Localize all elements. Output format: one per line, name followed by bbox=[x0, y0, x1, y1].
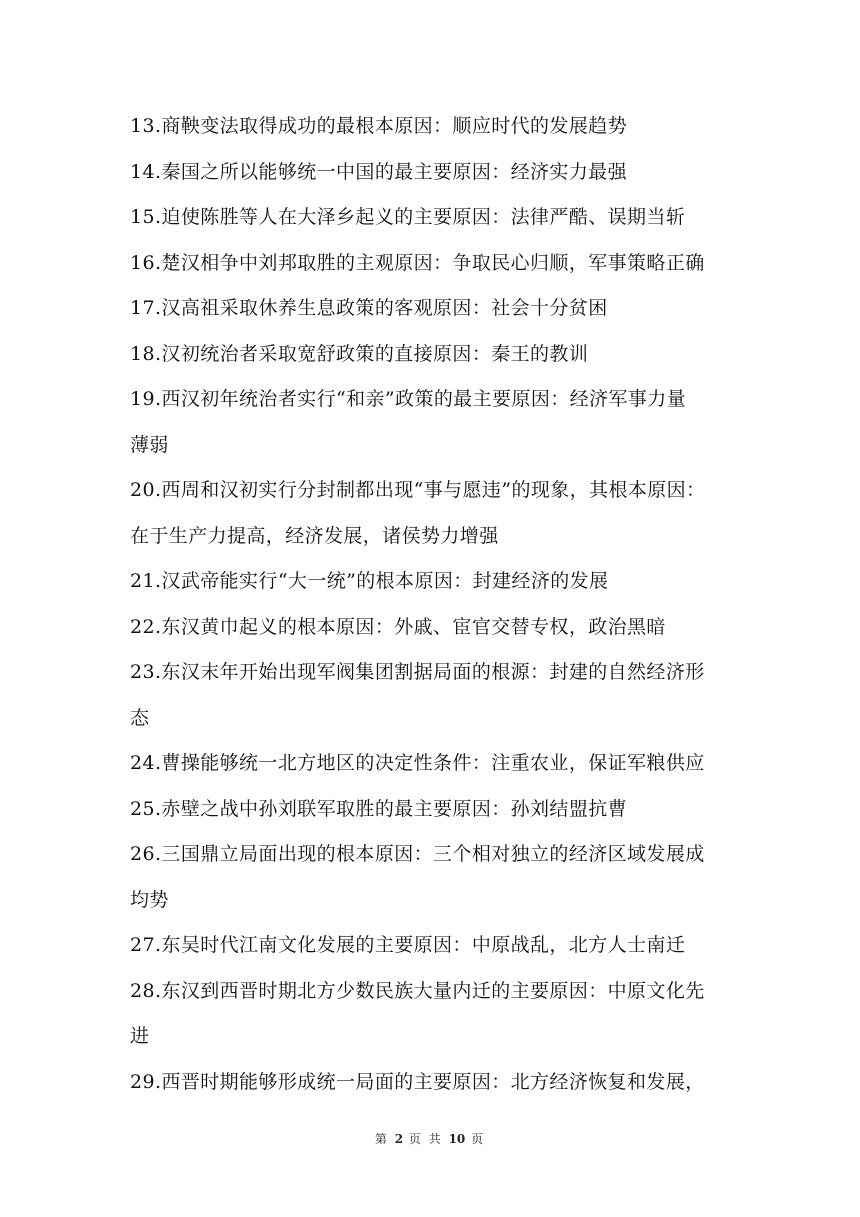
text-line: 17.汉高祖采取休养生息政策的客观原因：社会十分贫困 bbox=[130, 297, 608, 319]
text-line: 均势 bbox=[130, 888, 169, 911]
page-number: 2 bbox=[394, 1132, 404, 1146]
text-line: 19.西汉初年统治者实行“和亲”政策的最主要原因：经济军事力量 bbox=[130, 388, 687, 410]
page-total: 10 bbox=[448, 1132, 466, 1146]
text-line: 在于生产力提高，经济发展，诸侯势力增强 bbox=[130, 524, 499, 547]
text-line: 态 bbox=[130, 706, 150, 729]
text-line: 25.赤壁之战中孙刘联军取胜的最主要原因：孙刘结盟抗曹 bbox=[130, 797, 628, 820]
text-line: 29.西晋时期能够形成统一局面的主要原因：北方经济恢复和发展， bbox=[130, 1070, 705, 1093]
text-line: 23.东汉末年开始出现军阀集团割据局面的根源：封建的自然经济形 bbox=[130, 661, 705, 683]
page-footer bbox=[0, 1130, 860, 1147]
text-line: 薄弱 bbox=[130, 433, 169, 456]
footer-prefix: 第 bbox=[374, 1132, 389, 1146]
text-line: 14.秦国之所以能够统一中国的最主要原因：经济实力最强 bbox=[130, 160, 628, 183]
text-line: 13.商鞅变法取得成功的最根本原因：顺应时代的发展趋势 bbox=[130, 115, 628, 137]
text-line: 27.东吴时代江南文化发展的主要原因：中原战乱，北方人士南迁 bbox=[130, 934, 686, 956]
text-line: 22.东汉黄巾起义的根本原因：外戚、宦官交替专权，政治黑暗 bbox=[130, 615, 666, 638]
text-line: 20.西周和汉初实行分封制都出现“事与愿违”的现象，其根本原因： bbox=[130, 479, 706, 501]
document-body bbox=[130, 104, 740, 1105]
footer-suffix: 页 bbox=[471, 1132, 486, 1146]
text-line: 28.东汉到西晋时期北方少数民族大量内迁的主要原因：中原文化先 bbox=[130, 979, 705, 1002]
text-line: 18.汉初统治者采取宽舒政策的直接原因：秦王的教训 bbox=[130, 342, 589, 365]
text-line: 26.三国鼎立局面出现的根本原因：三个相对独立的经济区域发展成 bbox=[130, 843, 705, 865]
text-line: 21.汉武帝能实行“大一统”的根本原因：封建经济的发展 bbox=[130, 570, 609, 592]
text-line: 进 bbox=[130, 1025, 150, 1047]
text-line: 16.楚汉相争中刘邦取胜的主观原因：争取民心归顺，军事策略正确 bbox=[130, 251, 705, 274]
footer-middle: 页 共 bbox=[408, 1132, 443, 1146]
text-line: 15.迫使陈胜等人在大泽乡起义的主要原因：法律严酷、误期当斩 bbox=[130, 206, 686, 228]
text-line: 24.曹操能够统一北方地区的决定性条件：注重农业，保证军粮供应 bbox=[130, 752, 705, 774]
